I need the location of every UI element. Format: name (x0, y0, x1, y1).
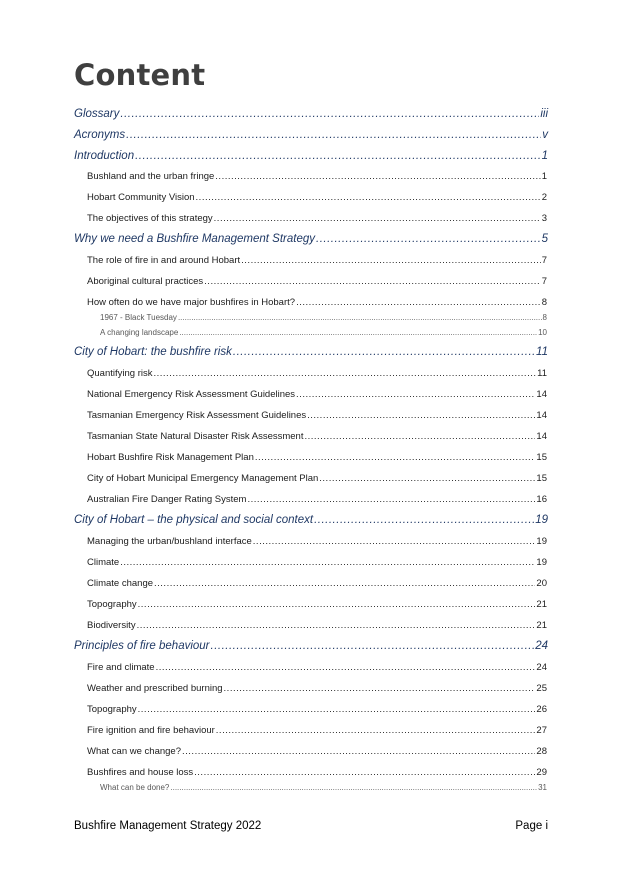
toc-entry-title: Topography (87, 704, 137, 715)
dot-leader (241, 255, 541, 266)
footer-page-number: Page i (515, 820, 548, 832)
toc-entry-page: 19 (535, 514, 548, 526)
toc-entry-title: Glossary (74, 108, 120, 120)
dot-leader (215, 171, 540, 182)
toc-entry-page: 10 (538, 328, 547, 337)
toc-entry-title: Acronyms (74, 129, 126, 141)
toc-section-entry[interactable] (87, 171, 547, 182)
toc-entry-page: 15 (536, 452, 547, 463)
dot-leader (296, 389, 535, 400)
toc-subsection-entry[interactable] (100, 313, 547, 323)
dot-leader (304, 431, 535, 442)
dot-leader (194, 767, 535, 778)
dot-leader (120, 108, 539, 122)
toc-section-entry[interactable] (87, 494, 547, 505)
footer-document-title: Bushfire Management Strategy 2022 (74, 820, 262, 832)
dot-leader (233, 346, 535, 360)
toc-entry-title: The objectives of this strategy (87, 213, 213, 224)
dot-leader (253, 536, 536, 547)
toc-entry-page: 11 (536, 346, 548, 358)
toc-section-entry[interactable] (87, 536, 547, 547)
toc-entry-title: Aboriginal cultural practices (87, 276, 204, 287)
toc-entry-page: iii (540, 108, 548, 120)
dot-leader (314, 514, 534, 528)
toc-entry-title: Quantifying risk (87, 368, 153, 379)
toc-entry-page: 27 (536, 725, 547, 736)
toc-entry-title: The role of fire in and around Hobart (87, 255, 241, 266)
toc-entry-page: 1 (541, 171, 547, 182)
toc-entry-page: 8 (541, 297, 547, 308)
toc-entry-title: National Emergency Risk Assessment Guidelines (87, 389, 296, 400)
dot-leader (135, 150, 540, 164)
dot-leader (296, 297, 541, 308)
toc-section-entry[interactable] (87, 725, 547, 736)
toc-entry-title: City of Hobart – the physical and social context (74, 514, 314, 526)
toc-entry-page: 26 (536, 704, 547, 715)
toc-section-entry[interactable] (87, 473, 547, 484)
toc-chapter-entry[interactable] (74, 640, 548, 654)
dot-leader (178, 313, 542, 323)
dot-leader (138, 599, 536, 610)
toc-entry-page: 7 (541, 276, 547, 287)
dot-leader (319, 473, 535, 484)
toc-entry-title: What can we change? (87, 746, 182, 757)
dot-leader (307, 410, 535, 421)
dot-leader (126, 129, 541, 143)
toc-section-entry[interactable] (87, 767, 547, 778)
toc-entry-title: Climate change (87, 578, 154, 589)
toc-entry-title: Topography (87, 599, 137, 610)
toc-entry-page: 25 (536, 683, 547, 694)
dot-leader (120, 557, 535, 568)
toc-entry-page: 3 (541, 213, 547, 224)
toc-chapter-entry[interactable] (74, 514, 548, 528)
toc-entry-page: 24 (536, 662, 547, 673)
toc-section-entry[interactable] (87, 683, 547, 694)
toc-entry-title: Why we need a Bushfire Management Strategy (74, 233, 315, 245)
toc-entry-title: A changing landscape (100, 328, 179, 337)
dot-leader (224, 683, 536, 694)
toc-entry-title: Bushland and the urban fringe (87, 171, 215, 182)
toc-subsection-entry[interactable] (100, 783, 547, 793)
toc-chapter-entry[interactable] (74, 150, 548, 164)
toc-section-entry[interactable] (87, 452, 547, 463)
toc-entry-title: Climate (87, 557, 120, 568)
toc-entry-page: 21 (536, 599, 547, 610)
toc-section-entry[interactable] (87, 389, 547, 400)
dot-leader (247, 494, 535, 505)
toc-entry-title: Hobart Community Vision (87, 192, 195, 203)
toc-entry-title: Biodiversity (87, 620, 136, 631)
dot-leader (204, 276, 541, 287)
toc-entry-page: 19 (536, 536, 547, 547)
dot-leader (137, 620, 536, 631)
toc-chapter-entry[interactable] (74, 129, 548, 143)
toc-section-entry[interactable] (87, 368, 547, 379)
toc-entry-title: Principles of fire behaviour (74, 640, 210, 652)
dot-leader (156, 662, 536, 673)
toc-section-entry[interactable] (87, 704, 547, 715)
toc-section-entry[interactable] (87, 557, 547, 568)
dot-leader (196, 192, 541, 203)
toc-entry-page: 8 (542, 313, 547, 322)
toc-entry-page: 11 (537, 368, 547, 379)
toc-entry-title: What can be done? (100, 783, 170, 792)
toc-entry-page: 20 (536, 578, 547, 589)
toc-entry-page: 7 (541, 255, 547, 266)
toc-entry-page: 15 (536, 473, 547, 484)
toc-section-entry[interactable] (87, 431, 547, 442)
toc-section-entry[interactable] (87, 297, 547, 308)
toc-entry-page: 5 (541, 233, 548, 245)
toc-section-entry[interactable] (87, 410, 547, 421)
toc-entry-page: 29 (536, 767, 547, 778)
dot-leader (316, 233, 541, 247)
toc-entry-page: 24 (535, 640, 548, 652)
dot-leader (182, 746, 535, 757)
toc-section-entry[interactable] (87, 213, 547, 224)
toc-section-entry[interactable] (87, 746, 547, 757)
toc-entry-title: Fire and climate (87, 662, 155, 673)
toc-entry-title: City of Hobart: the bushfire risk (74, 346, 232, 358)
toc-entry-page: 1 (541, 150, 548, 162)
dot-leader (138, 704, 536, 715)
toc-entry-page: 31 (538, 783, 547, 792)
toc-subsection-entry[interactable] (100, 328, 547, 338)
toc-section-entry[interactable] (87, 662, 547, 673)
toc-entry-page: 14 (536, 410, 547, 421)
toc-entry-title: How often do we have major bushfires in Hobart? (87, 297, 296, 308)
toc-entry-page: 21 (536, 620, 547, 631)
dot-leader (211, 640, 535, 654)
toc-entry-title: 1967 - Black Tuesday (100, 313, 177, 322)
toc-chapter-entry[interactable] (74, 233, 548, 247)
toc-entry-page: 2 (541, 192, 547, 203)
dot-leader (154, 578, 535, 589)
toc-entry-page: 19 (536, 557, 547, 568)
toc-entry-title: Managing the urban/bushland interface (87, 536, 252, 547)
toc-entry-page: 14 (536, 389, 547, 400)
toc-chapter-entry[interactable] (74, 108, 548, 122)
toc-entry-page: 28 (536, 746, 547, 757)
toc-entry-title: Tasmanian Emergency Risk Assessment Guidelines (87, 410, 307, 421)
toc-section-entry[interactable] (87, 192, 547, 203)
toc-section-entry[interactable] (87, 578, 547, 589)
dot-leader (255, 452, 536, 463)
dot-leader (179, 328, 537, 338)
toc-entry-title: Weather and prescribed burning (87, 683, 223, 694)
toc-entry-page: 14 (536, 431, 547, 442)
toc-section-entry[interactable] (87, 620, 547, 631)
toc-entry-title: Introduction (74, 150, 135, 162)
toc-entry-title: City of Hobart Municipal Emergency Management Plan (87, 473, 319, 484)
dot-leader (170, 783, 537, 793)
toc-entry-page: 16 (536, 494, 547, 505)
dot-leader (153, 368, 536, 379)
toc-section-entry[interactable] (87, 599, 547, 610)
toc-entry-title: Fire ignition and fire behaviour (87, 725, 215, 736)
toc-entry-title: Australian Fire Danger Rating System (87, 494, 247, 505)
toc-entry-title: Hobart Bushfire Risk Management Plan (87, 452, 254, 463)
toc-section-entry[interactable] (87, 255, 547, 266)
toc-chapter-entry[interactable] (74, 346, 548, 360)
dot-leader (216, 725, 536, 736)
dot-leader (214, 213, 541, 224)
toc-section-entry[interactable] (87, 276, 547, 287)
page-title: Content (74, 58, 206, 92)
toc-entry-page: v (542, 129, 548, 141)
toc-entry-title: Tasmanian State Natural Disaster Risk Assessment (87, 431, 304, 442)
toc-entry-title: Bushfires and house loss (87, 767, 194, 778)
